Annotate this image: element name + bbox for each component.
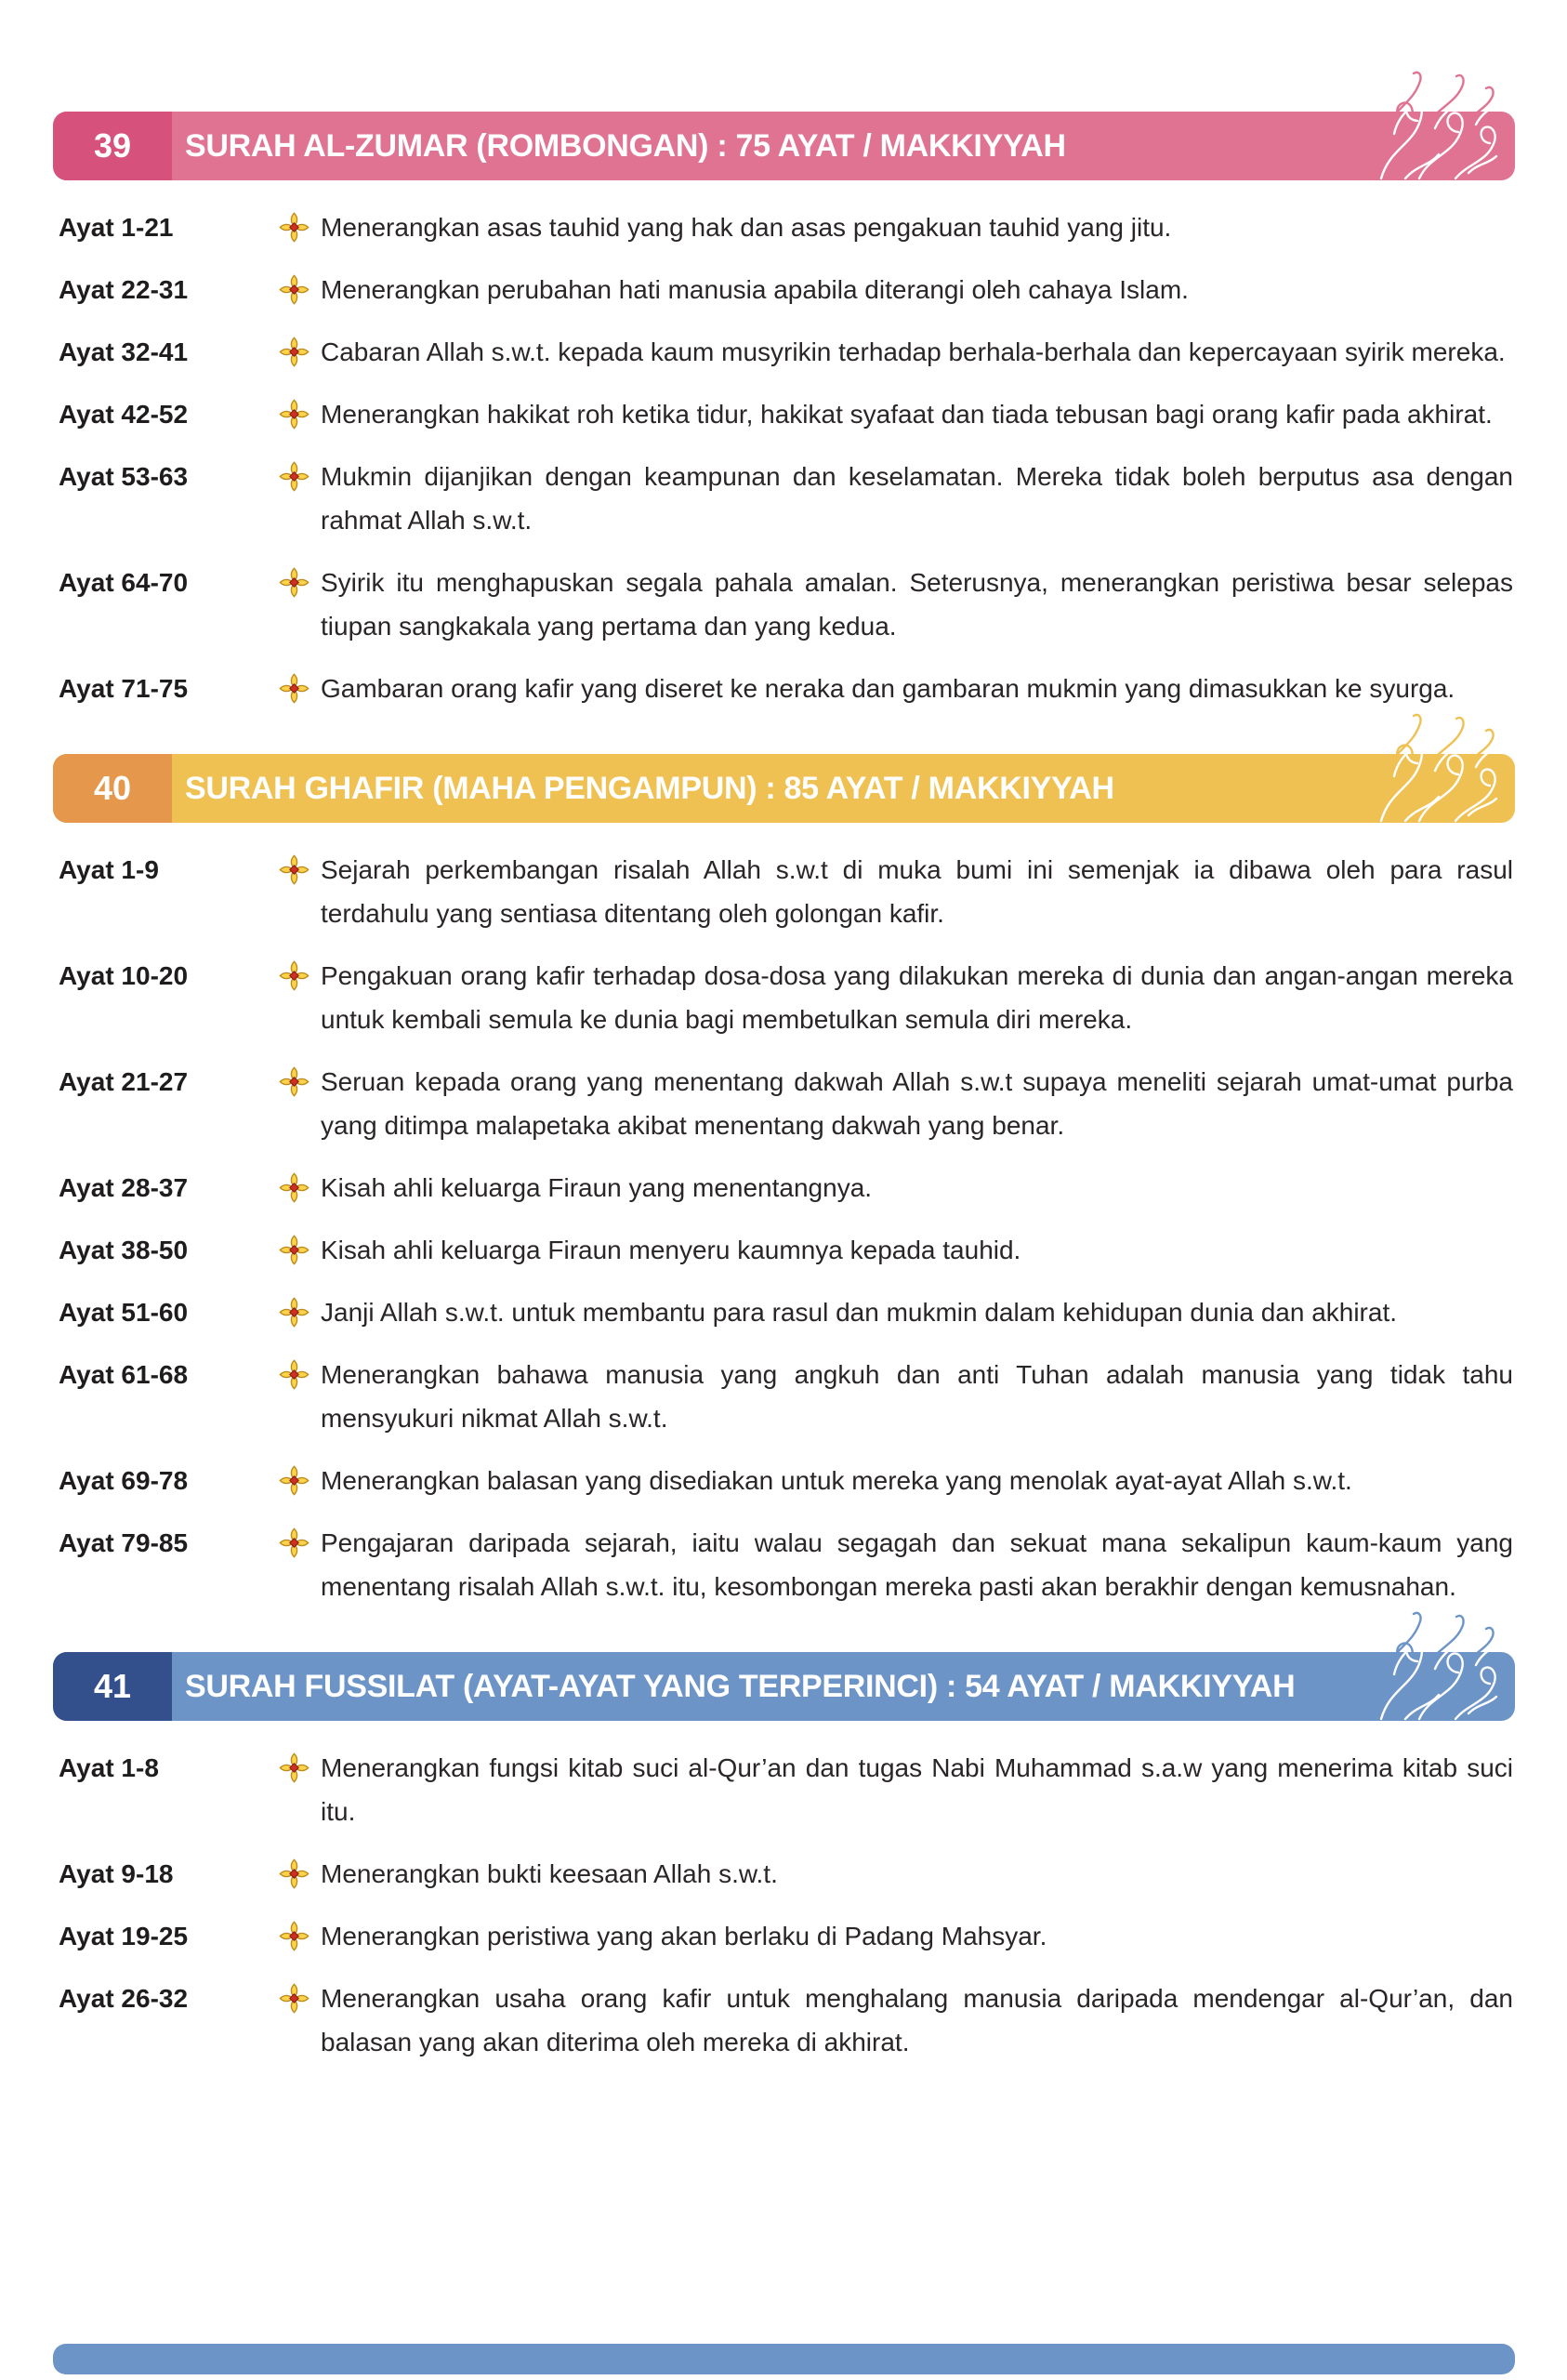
- flower-bullet-icon: [279, 1353, 321, 1395]
- ayat-description: Syirik itu menghapuskan segala pahala amalan. Seterusnya, menerangkan peristiwa besar selepas tiupan sangkakala yang pertama dan yang kedua.: [321, 568, 1513, 641]
- ayat-description: Menerangkan fungsi kitab suci al-Qur’an dan tugas Nabi Muhammad s.a.w yang menerima kitab suci itu.: [321, 1753, 1513, 1826]
- ayat-row: [59, 1353, 1513, 1440]
- flower-bullet-icon: [279, 1977, 321, 2018]
- ayat-range-label: Ayat 51-60: [59, 1298, 189, 1327]
- ayat-row: [59, 1914, 1513, 1958]
- flower-bullet-icon: [279, 1852, 321, 1894]
- floral-ornament-icon: [1368, 112, 1508, 180]
- ayat-range-label: Ayat 28-37: [59, 1173, 189, 1202]
- surah-header: [53, 754, 1515, 823]
- floral-ornament-top-icon: [1359, 1610, 1498, 1652]
- flower-bullet-icon: [279, 1290, 321, 1332]
- flower-bullet-icon: [279, 848, 321, 890]
- flower-bullet-icon: [279, 455, 321, 496]
- ayat-description: Menerangkan peristiwa yang akan berlaku di Padang Mahsyar.: [321, 1922, 1047, 1950]
- next-section-header-partial: [53, 2344, 1515, 2374]
- flower-bullet-icon: [279, 268, 321, 310]
- flower-bullet-icon: [279, 330, 321, 372]
- ayat-range-label: Ayat 61-68: [59, 1360, 189, 1389]
- ayat-row: [59, 1060, 1513, 1147]
- ayat-range-label: Ayat 38-50: [59, 1236, 189, 1264]
- ayat-range-label: Ayat 1-21: [59, 213, 174, 242]
- ayat-row: [59, 1166, 1513, 1210]
- ayat-range-label: Ayat 42-52: [59, 400, 189, 429]
- ayat-range-label: Ayat 71-75: [59, 674, 189, 703]
- ayat-row: [59, 1977, 1513, 2064]
- surah-section-40: [0, 754, 1567, 1608]
- surah-header-bar: [53, 112, 1515, 180]
- flower-bullet-icon: [279, 1060, 321, 1102]
- ayat-range-label: Ayat 69-78: [59, 1466, 189, 1495]
- flower-bullet-icon: [279, 1914, 321, 1956]
- flower-bullet-icon: [279, 561, 321, 602]
- ayat-rows: [59, 1746, 1513, 2064]
- floral-ornament-top-icon: [1359, 712, 1498, 754]
- floral-ornament-top-icon: [1359, 70, 1498, 112]
- flower-bullet-icon: [279, 1228, 321, 1270]
- ayat-row: [59, 1459, 1513, 1502]
- ayat-row: [59, 392, 1513, 436]
- floral-ornament-icon: [1368, 754, 1508, 823]
- ayat-range-label: Ayat 9-18: [59, 1859, 174, 1888]
- ayat-description: Sejarah perkembangan risalah Allah s.w.t di muka bumi ini semenjak ia dibawa oleh para rasul terdahulu yang sentiasa ditentang oleh golongan kafir.: [321, 855, 1513, 928]
- floral-ornament-icon: [1368, 1652, 1508, 1721]
- flower-bullet-icon: [279, 667, 321, 708]
- ayat-description: Seruan kepada orang yang menentang dakwah Allah s.w.t supaya meneliti sejarah umat-umat purba yang ditimpa malapetaka akibat menentang dakwah yang benar.: [321, 1067, 1513, 1140]
- surah-header-bar: [53, 754, 1515, 823]
- ayat-description: Mukmin dijanjikan dengan keampunan dan keselamatan. Mereka tidak boleh berputus asa dengan rahmat Allah s.w.t.: [321, 462, 1513, 535]
- surah-section-41: [0, 1652, 1567, 2064]
- ayat-description: Gambaran orang kafir yang diseret ke neraka dan gambaran mukmin yang dimasukkan ke syurga.: [321, 674, 1455, 703]
- ayat-description: Menerangkan bukti keesaan Allah s.w.t.: [321, 1859, 778, 1888]
- surah-number: 39: [53, 112, 172, 180]
- flower-bullet-icon: [279, 392, 321, 434]
- flower-bullet-icon: [279, 1746, 321, 1788]
- ayat-range-label: Ayat 26-32: [59, 1984, 189, 2013]
- ayat-range-label: Ayat 64-70: [59, 568, 189, 597]
- ayat-rows: [59, 205, 1513, 710]
- ayat-range-label: Ayat 19-25: [59, 1922, 189, 1950]
- ayat-rows: [59, 848, 1513, 1608]
- ayat-range-label: Ayat 10-20: [59, 961, 189, 990]
- ayat-range-label: Ayat 32-41: [59, 337, 189, 366]
- ayat-row: [59, 1228, 1513, 1272]
- ayat-description: Kisah ahli keluarga Firaun yang menentangnya.: [321, 1173, 873, 1202]
- ayat-description: Pengakuan orang kafir terhadap dosa-dosa yang dilakukan mereka di dunia dan angan-angan mereka untuk kembali semula ke dunia bagi membetulkan semula diri mereka.: [321, 961, 1513, 1034]
- ayat-description: Menerangkan usaha orang kafir untuk menghalang manusia daripada mendengar al-Qur’an, dan balasan yang akan diterima oleh mereka di akhirat.: [321, 1984, 1513, 2056]
- ayat-description: Menerangkan asas tauhid yang hak dan asas pengakuan tauhid yang jitu.: [321, 213, 1172, 242]
- surah-header: [53, 112, 1515, 180]
- surah-header: [53, 1652, 1515, 1721]
- ayat-range-label: Ayat 79-85: [59, 1528, 189, 1557]
- ayat-description: Pengajaran daripada sejarah, iaitu walau segagah dan sekuat mana sekalipun kaum-kaum yang menentang risalah Allah s.w.t. itu, kesombongan mereka pasti akan berakhir dengan kemusnahan.: [321, 1528, 1513, 1601]
- ayat-row: [59, 561, 1513, 648]
- flower-bullet-icon: [279, 1166, 321, 1208]
- ayat-row: [59, 848, 1513, 935]
- flower-bullet-icon: [279, 1459, 321, 1501]
- surah-number: 40: [53, 754, 172, 823]
- ayat-range-label: Ayat 1-9: [59, 855, 159, 884]
- flower-bullet-icon: [279, 1521, 321, 1563]
- surah-header-bar: [53, 1652, 1515, 1721]
- ayat-description: Cabaran Allah s.w.t. kepada kaum musyrikin terhadap berhala-berhala dan kepercayaan syirik mereka.: [321, 337, 1506, 366]
- ayat-row: [59, 330, 1513, 374]
- ayat-description: Menerangkan perubahan hati manusia apabila diterangi oleh cahaya Islam.: [321, 275, 1189, 304]
- ayat-row: [59, 954, 1513, 1041]
- ayat-range-label: Ayat 53-63: [59, 462, 189, 491]
- ayat-row: [59, 1746, 1513, 1833]
- ayat-row: [59, 268, 1513, 311]
- surah-title: SURAH GHAFIR (MAHA PENGAMPUN) : 85 AYAT / MAKKIYYAH: [185, 770, 1114, 806]
- flower-bullet-icon: [279, 205, 321, 247]
- ayat-row: [59, 455, 1513, 542]
- ayat-description: Janji Allah s.w.t. untuk membantu para rasul dan mukmin dalam kehidupan dunia dan akhirat.: [321, 1298, 1398, 1327]
- ayat-description: Kisah ahli keluarga Firaun menyeru kaumnya kepada tauhid.: [321, 1236, 1021, 1264]
- ayat-range-label: Ayat 22-31: [59, 275, 189, 304]
- ayat-row: [59, 667, 1513, 710]
- surah-title: SURAH AL-ZUMAR (ROMBONGAN) : 75 AYAT / MAKKIYYAH: [185, 127, 1066, 164]
- ayat-row: [59, 1521, 1513, 1608]
- surah-title: SURAH FUSSILAT (AYAT-AYAT YANG TERPERINCI) : 54 AYAT / MAKKIYYAH: [185, 1668, 1296, 1704]
- ayat-range-label: Ayat 1-8: [59, 1753, 159, 1782]
- flower-bullet-icon: [279, 954, 321, 996]
- ayat-description: Menerangkan bahawa manusia yang angkuh dan anti Tuhan adalah manusia yang tidak tahu mensyukuri nikmat Allah s.w.t.: [321, 1360, 1513, 1433]
- ayat-row: [59, 205, 1513, 249]
- ayat-description: Menerangkan balasan yang disediakan untuk mereka yang menolak ayat-ayat Allah s.w.t.: [321, 1466, 1352, 1495]
- ayat-row: [59, 1290, 1513, 1334]
- surah-number: 41: [53, 1652, 172, 1721]
- surah-section-39: [0, 112, 1567, 710]
- ayat-range-label: Ayat 21-27: [59, 1067, 189, 1096]
- ayat-description: Menerangkan hakikat roh ketika tidur, hakikat syafaat dan tiada tebusan bagi orang kafir pada akhirat.: [321, 400, 1493, 429]
- ayat-row: [59, 1852, 1513, 1896]
